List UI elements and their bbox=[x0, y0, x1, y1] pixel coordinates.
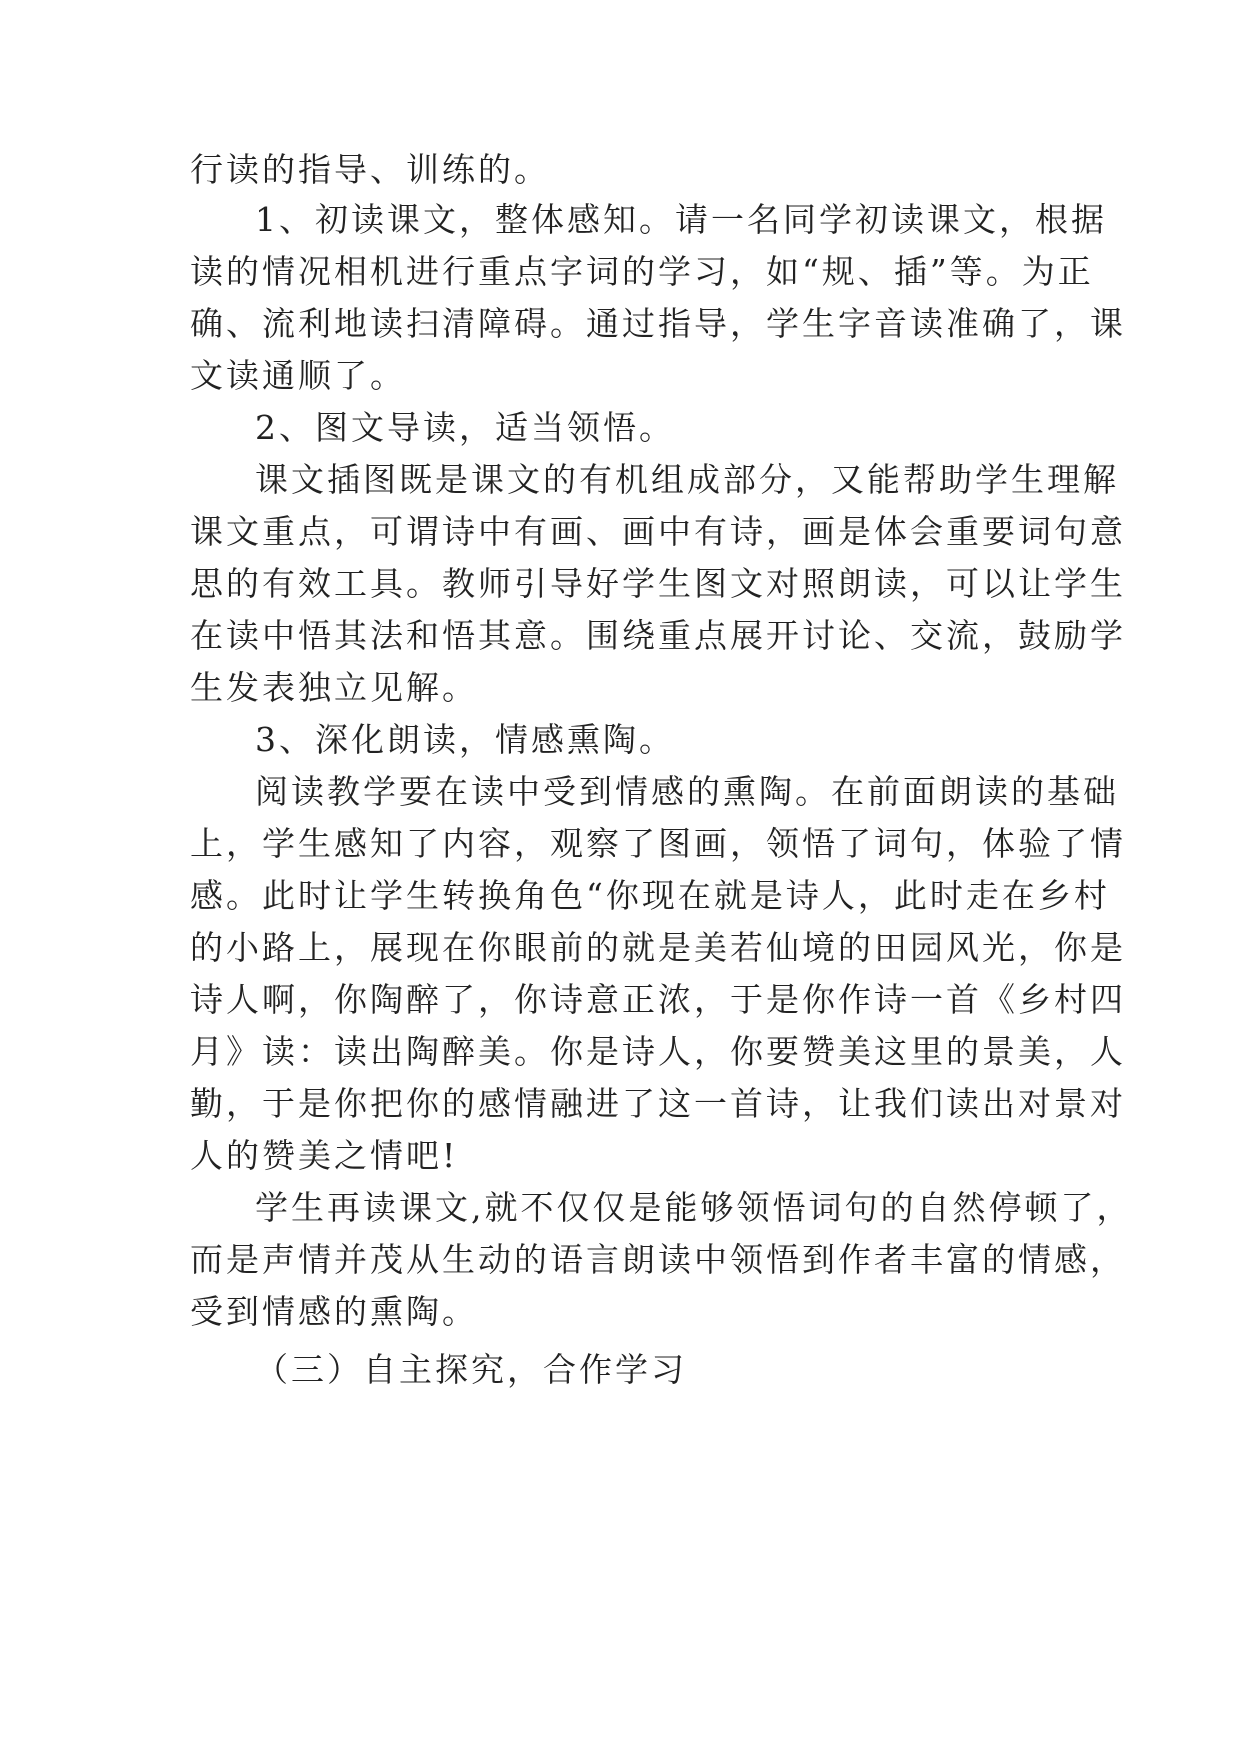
text-line: 行读的指导、训练的。 bbox=[190, 150, 550, 189]
section-heading-2: 2、图文导读，适当领悟。 bbox=[255, 408, 675, 447]
text-line: 课文重点，可谓诗中有画、画中有诗，画是体会重要词句意 bbox=[190, 512, 1126, 551]
text-line: 阅读教学要在读中受到情感的熏陶。在前面朗读的基础 bbox=[255, 772, 1119, 811]
paragraph-1-line: 1、初读课文，整体感知。请一名同学初读课文，根据 bbox=[255, 200, 1107, 239]
section-heading-3: 3、深化朗读，情感熏陶。 bbox=[255, 720, 675, 759]
text-line: 思的有效工具。教师引导好学生图文对照朗读，可以让学生 bbox=[190, 564, 1126, 603]
text-line: 勤，于是你把你的感情融进了这一首诗，让我们读出对景对 bbox=[190, 1084, 1126, 1123]
text-line: 人的赞美之情吧! bbox=[190, 1136, 459, 1175]
text-line: 学生再读课文,就不仅仅是能够领悟词句的自然停顿了， bbox=[255, 1188, 1133, 1227]
text-line: 在读中悟其法和悟其意。围绕重点展开讨论、交流，鼓励学 bbox=[190, 616, 1126, 655]
text-line: 的小路上，展现在你眼前的就是美若仙境的田园风光，你是 bbox=[190, 928, 1126, 967]
text-line: 而是声情并茂从生动的语言朗读中领悟到作者丰富的情感， bbox=[190, 1240, 1126, 1279]
text-line: 确、流利地读扫清障碍。通过指导，学生字音读准确了，课 bbox=[190, 304, 1126, 343]
text-line: 读的情况相机进行重点字词的学习，如“规、插”等。为正 bbox=[190, 252, 1094, 291]
text-line: 上，学生感知了内容，观察了图画，领悟了词句，体验了情 bbox=[190, 824, 1126, 863]
section-heading-three: （三）自主探究，合作学习 bbox=[255, 1350, 687, 1389]
text-line: 受到情感的熏陶。 bbox=[190, 1292, 478, 1331]
text-line: 感。此时让学生转换角色“你现在就是诗人，此时走在乡村 bbox=[190, 876, 1110, 915]
text-line: 课文插图既是课文的有机组成部分，又能帮助学生理解 bbox=[255, 460, 1119, 499]
text-line: 文读通顺了。 bbox=[190, 356, 406, 395]
text-line: 生发表独立见解。 bbox=[190, 668, 478, 707]
text-line: 月》读：读出陶醉美。你是诗人，你要赞美这里的景美，人 bbox=[190, 1032, 1126, 1071]
text-line: 诗人啊，你陶醉了，你诗意正浓，于是你作诗一首《乡村四 bbox=[190, 980, 1126, 1019]
